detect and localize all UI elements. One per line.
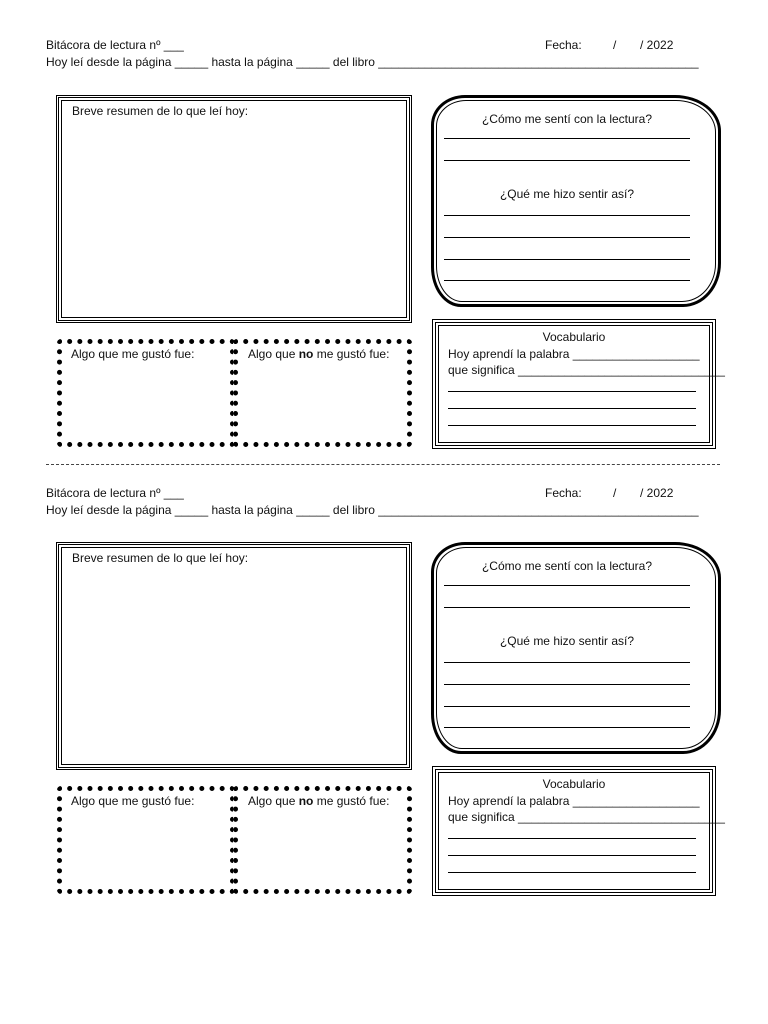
why-answer-line[interactable] [444,662,690,663]
pages-read-line: Hoy leí desde la página _____ hasta la página _____ del libro ________________________________________________ [46,55,699,69]
vocab-word-line: Hoy aprendí la palabra ___________________ [448,347,700,361]
feelings-box-inner-border [436,547,716,749]
date-year: / 2022 [640,486,674,500]
disliked-label: Algo que no me gustó fue: [248,794,390,808]
why-answer-line[interactable] [444,706,690,707]
why-question: ¿Qué me hizo sentir así? [499,634,635,648]
feel-question: ¿Cómo me sentí con la lectura? [481,112,653,126]
pages-read-line: Hoy leí desde la página _____ hasta la página _____ del libro ________________________________________________ [46,503,699,517]
date-slash-day: / [613,486,617,500]
date-year: / 2022 [640,38,674,52]
date-label: Fecha: [545,38,582,52]
why-answer-line[interactable] [444,727,690,728]
feel-question: ¿Cómo me sentí con la lectura? [481,559,653,573]
vocab-title: Vocabulario [542,330,606,344]
vocab-answer-line[interactable] [448,855,696,856]
vocab-meaning-line: que significa _______________________________ [448,810,725,824]
why-question: ¿Qué me hizo sentir así? [499,187,635,201]
cut-line-divider [46,464,720,465]
vocab-word-line: Hoy aprendí la palabra ___________________ [448,794,700,808]
liked-label: Algo que me gustó fue: [71,347,195,361]
log-title: Bitácora de lectura nº ___ [46,38,184,52]
vocab-answer-line[interactable] [448,872,696,873]
summary-label: Breve resumen de lo que leí hoy: [72,104,249,118]
vocab-title: Vocabulario [542,777,606,791]
summary-box[interactable] [56,542,412,770]
summary-label: Breve resumen de lo que leí hoy: [72,551,249,565]
why-answer-line[interactable] [444,684,690,685]
feel-answer-line[interactable] [444,585,690,586]
vocab-meaning-line: que significa _______________________________ [448,363,725,377]
feel-answer-line[interactable] [444,607,690,608]
log-title: Bitácora de lectura nº ___ [46,486,184,500]
liked-label: Algo que me gustó fue: [71,794,195,808]
disliked-label: Algo que no me gustó fue: [248,347,390,361]
date-label: Fecha: [545,486,582,500]
date-slash-day: / [613,38,617,52]
vocab-answer-line[interactable] [448,838,696,839]
